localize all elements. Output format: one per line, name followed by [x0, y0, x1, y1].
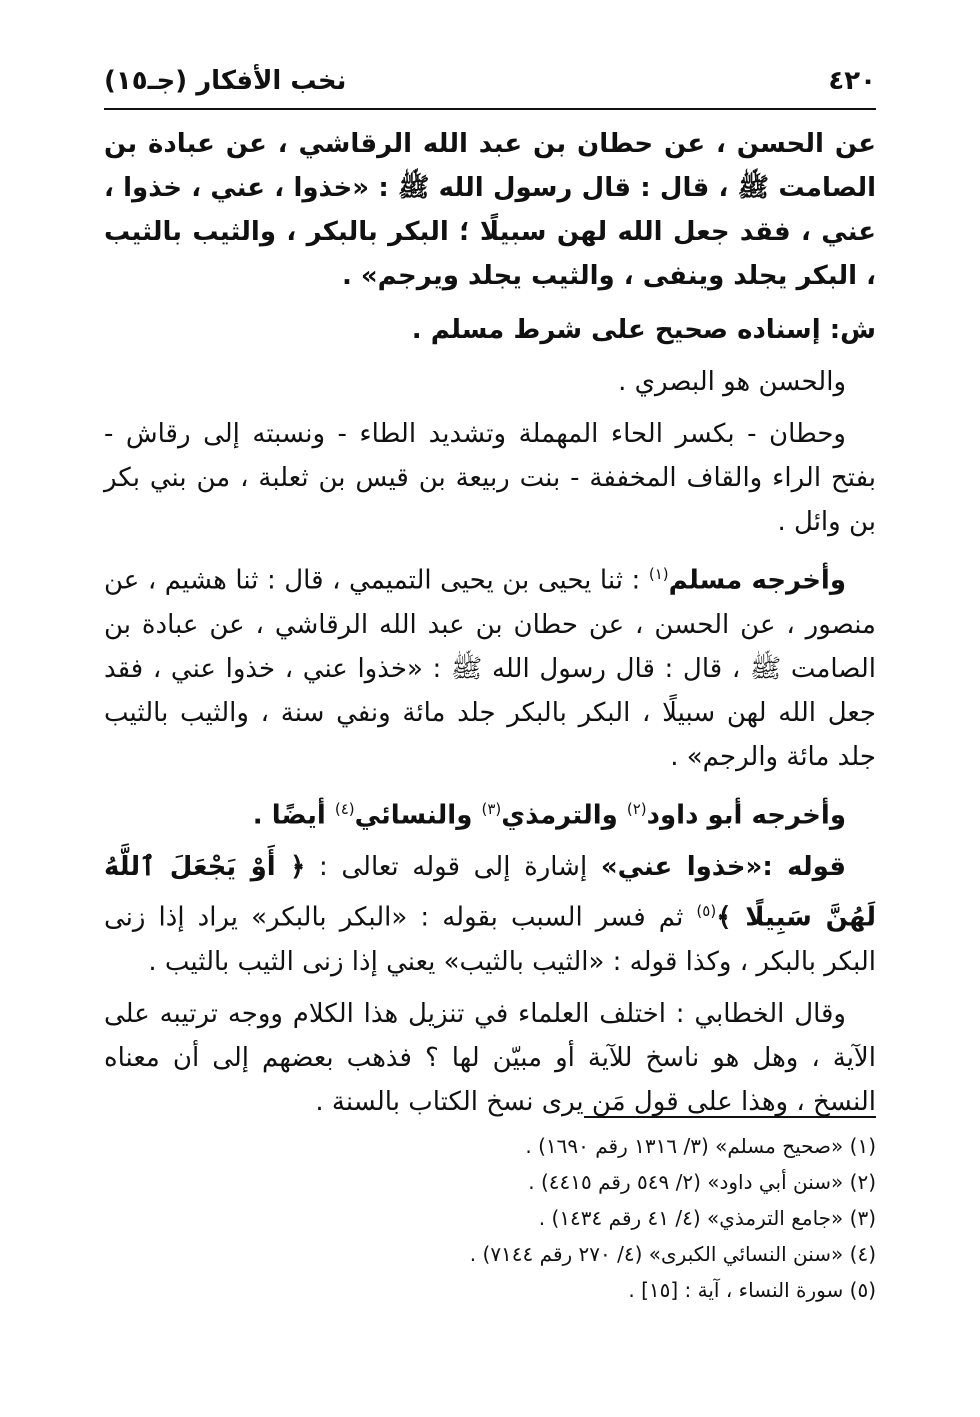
also-label: أيضًا . — [252, 800, 326, 831]
paragraph-hittan: وحطان - بكسر الحاء المهملة وتشديد الطاء - ونسبته إلى رقاش - بفتح الراء والقاف المخففة - بنت ربيعة بن قيس بن ثعلبة ، من بني بكر بن وائل . — [104, 419, 876, 537]
book-title: نخب الأفكار (جـ١٥) — [104, 66, 347, 96]
hadith-text-paragraph: عن الحسن ، عن حطان بن عبد الله الرقاشي ، عن عبادة بن الصامت ﷺ ، قال : قال رسول الله ﷺ : «خذوا ، عني ، خذوا ، عني ، فقد جعل الله لهن سبيلًا ؛ البكر بالبكر ، والثيب بالثيب ، البكر يجلد وينفى ، والثيب يجلد ويرجم» . — [104, 129, 876, 291]
footnote-ref: (٣) — [481, 799, 502, 818]
main-text — [104, 122, 876, 1132]
footnote-5: (٥) سورة النساء ، آية : [١٥] . — [628, 1278, 876, 1302]
footnote-ref: (١) — [648, 565, 669, 583]
paragraph-explanation — [104, 845, 876, 984]
quran-quote: ﴿ أَوْ يَجْعَلَ ٱللَّهُ لَهُنَّ سَبِيلًا ﴾ — [104, 852, 877, 933]
explanation-lead: قوله :«خذوا عني» — [600, 852, 847, 883]
footnote-3: (٣) «جامع الترمذي» (٤/ ٤١ رقم ١٤٣٤) . — [538, 1206, 876, 1230]
running-header — [104, 64, 876, 110]
tirmidhi-label: والترمذي — [501, 800, 618, 831]
explanation-text-continued: ثم فسر السبب بقوله : «البكر بالبكر» يراد إذا زنى البكر بالبكر ، وكذا قوله : «الثيب بالثيب» يعني إذا زنى الثيب بالثيب . — [104, 902, 876, 977]
takhrij-text: : ثنا يحيى بن يحيى التميمي ، قال : ثنا هشيم ، عن منصور ، عن الحسن ، عن حطان بن عبد الله الرقاشي ، عن عبادة بن الصامت ﷺ ، قال : قال رسول الله ﷺ : «خذوا عني ، خذوا عني ، فقد جعل الله لهن سبيلًا ، البكر بالبكر جلد مائة ونفي سنة ، والثيب بالثيب جلد مائة والرجم» . — [104, 565, 876, 772]
footnote-1: (١) «صحيح مسلم» (٣/ ١٣١٦ رقم ١٦٩٠) . — [525, 1134, 876, 1158]
paragraph-khattabi: وقال الخطابي : اختلف العلماء في تنزيل هذا الكلام ووجه ترتيبه على الآية ، وهل هو ناسخ للآية أو مبيّن لها ؟ فذهب بعضهم إلى أن معناه النسخ ، وهذا على قول مَن يرى نسخ الكتاب بالسنة . — [104, 998, 876, 1117]
footnote-ref: (٤) — [334, 799, 355, 818]
footnote-ref: (٢) — [626, 799, 647, 818]
paragraph-other-takhrij — [104, 787, 876, 838]
explanation-text: إشارة إلى قوله تعالى : — [318, 852, 588, 883]
footnotes — [104, 1128, 876, 1308]
footnote-2: (٢) «سنن أبي داود» (٢/ ٥٤٩ رقم ٤٤١٥) . — [528, 1170, 876, 1194]
takhrij-lead: وأخرجه مسلم — [668, 565, 847, 596]
nasai-label: والنسائي — [354, 800, 473, 831]
commentary-heading: ش: إسناده صحيح على شرط مسلم . — [411, 315, 876, 345]
footnote-ref: (٥) — [696, 902, 717, 921]
abu-dawud-label: وأخرجه أبو داود — [646, 800, 846, 831]
paragraph-hasan: والحسن هو البصري . — [618, 367, 846, 397]
paragraph-muslim-takhrij — [104, 552, 876, 779]
footnote-divider — [584, 1116, 876, 1118]
footnote-4: (٤) «سنن النسائي الكبرى» (٤/ ٢٧٠ رقم ٧١٤٤) . — [469, 1242, 876, 1266]
page-number: ٤٢٠ — [828, 66, 876, 96]
